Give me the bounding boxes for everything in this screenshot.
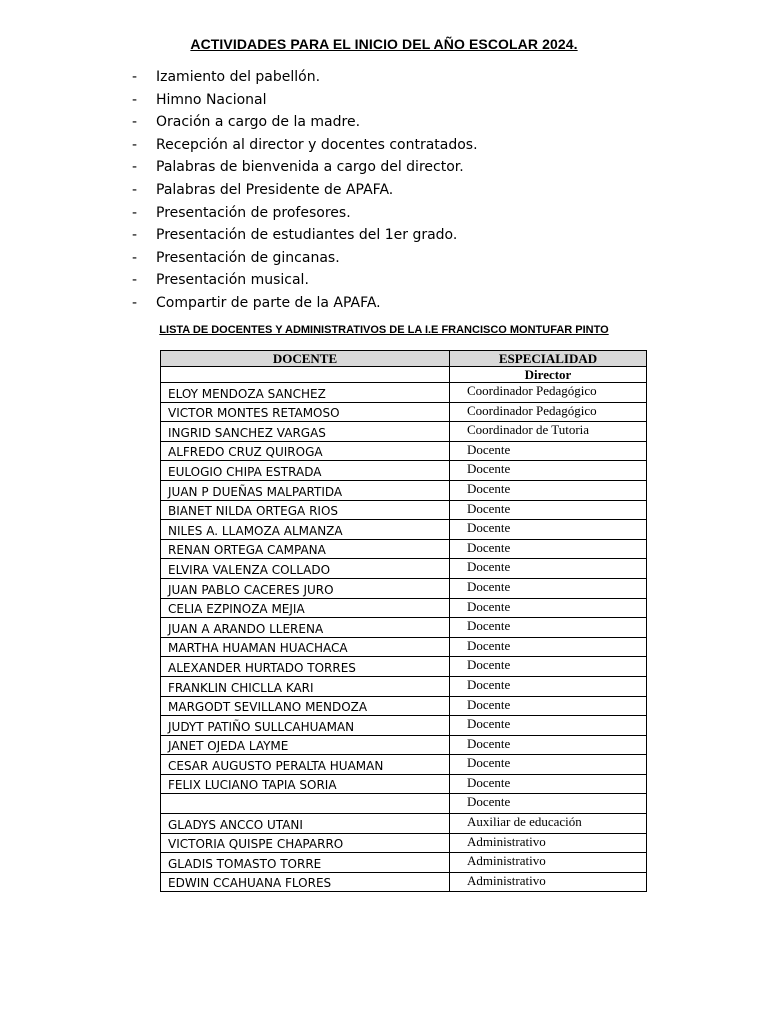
table-row <box>161 559 647 579</box>
activity-text: Himno Nacional <box>156 91 267 108</box>
staff-name-cell: MARTHA HUAMAN HUACHACA <box>161 637 450 657</box>
bullet-dash: - <box>132 159 138 176</box>
staff-list-title: LISTA DE DOCENTES Y ADMINISTRATIVOS DE LA I.E FRANCISCO MONTUFAR PINTO <box>159 324 609 336</box>
staff-name-cell: ELVIRA VALENZA COLLADO <box>161 559 450 579</box>
activity-text: Compartir de parte de la APAFA. <box>156 294 381 311</box>
bullet-dash: - <box>132 136 138 153</box>
table-row <box>161 853 647 873</box>
activity-item <box>132 179 478 202</box>
staff-specialty-cell: Docente <box>450 578 647 598</box>
staff-name-cell: JUAN P DUEÑAS MALPARTIDA <box>161 480 450 500</box>
staff-name-cell: NILES A. LLAMOZA ALMANZA <box>161 520 450 540</box>
staff-specialty-cell: Docente <box>450 539 647 559</box>
staff-name-cell: MARGODT SEVILLANO MENDOZA <box>161 696 450 716</box>
table-row <box>161 872 647 892</box>
staff-name-cell: ALEXANDER HURTADO TORRES <box>161 657 450 677</box>
table-row <box>161 578 647 598</box>
staff-specialty-cell: Docente <box>450 441 647 461</box>
bullet-dash: - <box>132 227 138 244</box>
activity-item <box>132 202 478 225</box>
activity-item <box>132 292 478 315</box>
staff-name-cell: EULOGIO CHIPA ESTRADA <box>161 461 450 481</box>
bullet-dash: - <box>132 272 138 289</box>
staff-name-cell <box>161 367 450 383</box>
staff-name-cell: JUDYT PATIÑO SULLCAHUAMAN <box>161 716 450 736</box>
activity-text: Izamiento del pabellón. <box>156 69 321 85</box>
activity-text: Recepción al director y docentes contratados. <box>156 136 478 153</box>
staff-specialty-cell: Administrativo <box>450 872 647 892</box>
staff-specialty-cell: Coordinador Pedagógico <box>450 383 647 403</box>
staff-specialty-cell: Docente <box>450 520 647 540</box>
table-row <box>161 383 647 403</box>
staff-name-cell: FELIX LUCIANO TAPIA SORIA <box>161 774 450 794</box>
staff-name-cell: VICTORIA QUISPE CHAPARRO <box>161 833 450 853</box>
header-docente: DOCENTE <box>161 351 450 367</box>
activity-text: Presentación de gincanas. <box>156 249 340 266</box>
activity-item <box>132 111 478 134</box>
activity-text: Palabras de bienvenida a cargo del director. <box>156 159 464 176</box>
staff-specialty-cell: Auxiliar de educación <box>450 814 647 834</box>
table-row <box>161 441 647 461</box>
table-header-row <box>161 351 647 367</box>
activity-text: Oración a cargo de la madre. <box>156 114 361 131</box>
table-row <box>161 500 647 520</box>
bullet-dash: - <box>132 69 138 85</box>
table-row <box>161 774 647 794</box>
activity-item <box>132 269 478 292</box>
activity-item <box>132 247 478 270</box>
staff-specialty-cell: Docente <box>450 461 647 481</box>
table-row <box>161 402 647 422</box>
staff-specialty-cell: Docente <box>450 676 647 696</box>
staff-name-cell: VICTOR MONTES RETAMOSO <box>161 402 450 422</box>
staff-specialty-cell: Docente <box>450 618 647 638</box>
table-row <box>161 696 647 716</box>
table-row <box>161 833 647 853</box>
staff-name-cell <box>161 794 450 814</box>
staff-specialty-cell: Docente <box>450 637 647 657</box>
table-row <box>161 422 647 442</box>
table-row <box>161 618 647 638</box>
staff-table <box>160 350 647 892</box>
staff-name-cell: JUAN A ARANDO LLERENA <box>161 618 450 638</box>
bullet-dash: - <box>132 204 138 221</box>
table-row <box>161 814 647 834</box>
staff-specialty-cell: Docente <box>450 716 647 736</box>
staff-specialty-cell: Coordinador Pedagógico <box>450 402 647 422</box>
activity-item <box>132 66 478 89</box>
staff-specialty-cell: Coordinador de Tutoria <box>450 422 647 442</box>
staff-specialty-cell: Administrativo <box>450 833 647 853</box>
bullet-dash: - <box>132 181 138 198</box>
table-row <box>161 735 647 755</box>
activity-text: Presentación de profesores. <box>156 204 351 221</box>
activity-item <box>132 134 478 157</box>
staff-name-cell: GLADIS TOMASTO TORRE <box>161 853 450 873</box>
bullet-dash: - <box>132 91 138 108</box>
staff-specialty-cell: Director <box>450 367 647 383</box>
activity-text: Presentación musical. <box>156 272 309 289</box>
staff-name-cell: JUAN PABLO CACERES JURO <box>161 578 450 598</box>
staff-specialty-cell: Docente <box>450 696 647 716</box>
document-title: ACTIVIDADES PARA EL INICIO DEL AÑO ESCOLAR 2024. <box>190 36 578 52</box>
header-especialidad: ESPECIALIDAD <box>450 351 647 367</box>
activity-item <box>132 89 478 112</box>
staff-name-cell: CESAR AUGUSTO PERALTA HUAMAN <box>161 755 450 775</box>
staff-table-body <box>161 367 647 892</box>
staff-specialty-cell: Docente <box>450 794 647 814</box>
table-row <box>161 716 647 736</box>
activity-text: Palabras del Presidente de APAFA. <box>156 181 394 198</box>
staff-name-cell: CELIA EZPINOZA MEJIA <box>161 598 450 618</box>
table-row <box>161 657 647 677</box>
staff-specialty-cell: Docente <box>450 657 647 677</box>
staff-specialty-cell: Docente <box>450 735 647 755</box>
staff-specialty-cell: Administrativo <box>450 853 647 873</box>
table-row <box>161 755 647 775</box>
staff-name-cell: ALFREDO CRUZ QUIROGA <box>161 441 450 461</box>
staff-name-cell: RENAN ORTEGA CAMPANA <box>161 539 450 559</box>
table-row <box>161 461 647 481</box>
table-row <box>161 367 647 383</box>
bullet-dash: - <box>132 294 138 311</box>
staff-name-cell: EDWIN CCAHUANA FLORES <box>161 872 450 892</box>
table-row <box>161 676 647 696</box>
table-row <box>161 539 647 559</box>
staff-specialty-cell: Docente <box>450 755 647 775</box>
staff-specialty-cell: Docente <box>450 480 647 500</box>
staff-specialty-cell: Docente <box>450 559 647 579</box>
bullet-dash: - <box>132 249 138 266</box>
table-row <box>161 598 647 618</box>
staff-name-cell: FRANKLIN CHICLLA KARI <box>161 676 450 696</box>
bullet-dash: - <box>132 114 138 131</box>
staff-name-cell: GLADYS ANCCO UTANI <box>161 814 450 834</box>
table-row <box>161 520 647 540</box>
activity-item <box>132 156 478 179</box>
staff-name-cell: BIANET NILDA ORTEGA RIOS <box>161 500 450 520</box>
staff-name-cell: INGRID SANCHEZ VARGAS <box>161 422 450 442</box>
staff-specialty-cell: Docente <box>450 774 647 794</box>
table-row <box>161 794 647 814</box>
activities-list <box>132 66 478 315</box>
table-row <box>161 480 647 500</box>
activity-text: Presentación de estudiantes del 1er grado. <box>156 227 458 244</box>
table-row <box>161 637 647 657</box>
staff-name-cell: JANET OJEDA LAYME <box>161 735 450 755</box>
staff-specialty-cell: Docente <box>450 598 647 618</box>
activity-item <box>132 224 478 247</box>
staff-name-cell: ELOY MENDOZA SANCHEZ <box>161 383 450 403</box>
staff-specialty-cell: Docente <box>450 500 647 520</box>
